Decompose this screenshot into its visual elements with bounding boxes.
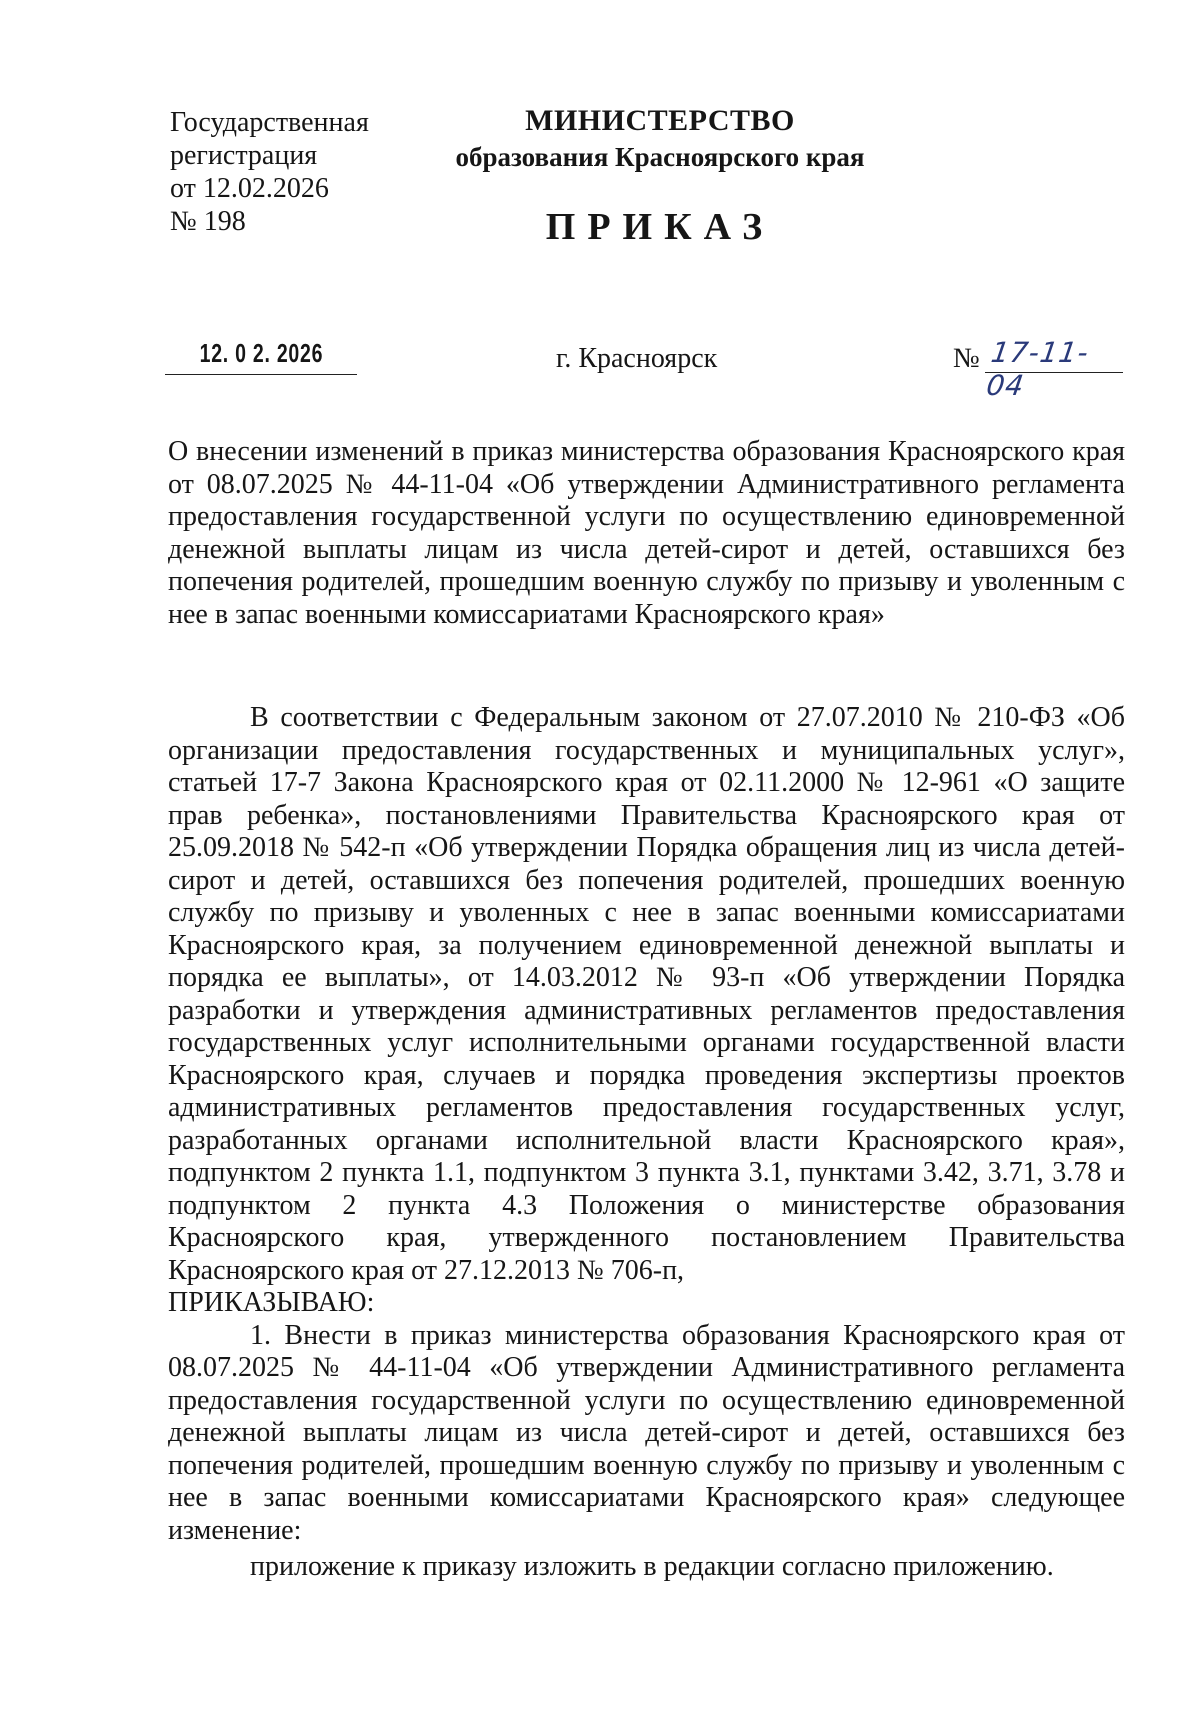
ministry-title: МИНИСТЕРСТВО xyxy=(525,104,795,137)
registration-line-2: регистрация xyxy=(170,140,318,171)
order-word: ПРИКАЗЫВАЮ: xyxy=(168,1287,375,1318)
order-number: 17-11-04 xyxy=(984,336,1092,402)
registration-number: № 198 xyxy=(170,206,246,237)
registration-date: от 12.02.2026 xyxy=(170,173,329,204)
order-body xyxy=(168,702,1125,1584)
order-number-label: № xyxy=(953,343,980,374)
order-item-1: 1. Внести в приказ министерства образования Красноярского края от 08.07.2025 № 44-11-04 «Об утверждении Административного регламента предоставления государственной услуги по осуществлению единовременной денежной выплаты лицам из числа детей-сирот и детей, оставшихся без попечения родителей, прошедшим военную службу по призыву и уволенным с нее в запас военными комиссариатами Красноярского края» следующее изменение: xyxy=(168,1319,1125,1546)
order-city: г. Красноярск xyxy=(556,343,718,374)
preamble-paragraph: В соответствии с Федеральным законом от 27.07.2010 № 210-ФЗ «Об организации предоставления государственных и муниципальных услуг», статьей 17-7 Закона Красноярского края от 02.11.2000 № 12-961 «О защите прав ребенка», постановлениями Правительства Красноярского края от 25.09.2018 № 542-п «Об утверждении Порядка обращения лиц из числа детей-сирот и детей, оставшихся без попечения родителей, прошедших военную службу по призыву и уволенных с нее в запас военными комиссариатами Красноярского края, за получением единовременной денежной выплаты и порядка ее выплаты», от 14.03.2012 № 93-п «Об утверждении Порядка разработки и утверждения административных регламентов предоставления государственных услуг исполнительными органами государственной власти Красноярского края, случаев и порядка проведения экспертизы проектов административных регламентов предоставления государственных услуг, разработанных органами исполнительной власти Красноярского края», подпунктом 2 пункта 1.1, подпунктом 3 пункта 3.1, пунктами 3.42, 3.71, 3.78 и подпунктом 2 пункта 4.3 Положения о министерстве образования Красноярского края, утвержденного постановлением Правительства Красноярского края от 27.12.2013 № 706-п, xyxy=(168,702,1125,1286)
document-type-heading: ПРИКАЗ xyxy=(545,206,775,248)
order-date: 12. 0 2. 2026 xyxy=(199,338,323,368)
order-number-field xyxy=(984,336,1123,402)
registration-line-1: Государственная xyxy=(170,107,369,138)
registration-stamp xyxy=(170,106,369,238)
order-title: О внесении изменений в приказ министерства образования Красноярского края от 08.07.2025 № 44-11-04 «Об утверждении Административного регламента предоставления государственной услуги по осуществлению единовременной денежной выплаты лицам из числа детей-сирот и детей, оставшихся без попечения родителей, прошедшим военную службу по призыву и уволенным с нее в запас военными комиссариатами Красноярского края» xyxy=(168,436,1125,630)
order-date-field xyxy=(165,338,357,375)
order-item-1-text: приложение к приказу изложить в редакции согласно приложению. xyxy=(250,1551,1054,1582)
ministry-subtitle: образования Красноярского края xyxy=(455,142,865,172)
